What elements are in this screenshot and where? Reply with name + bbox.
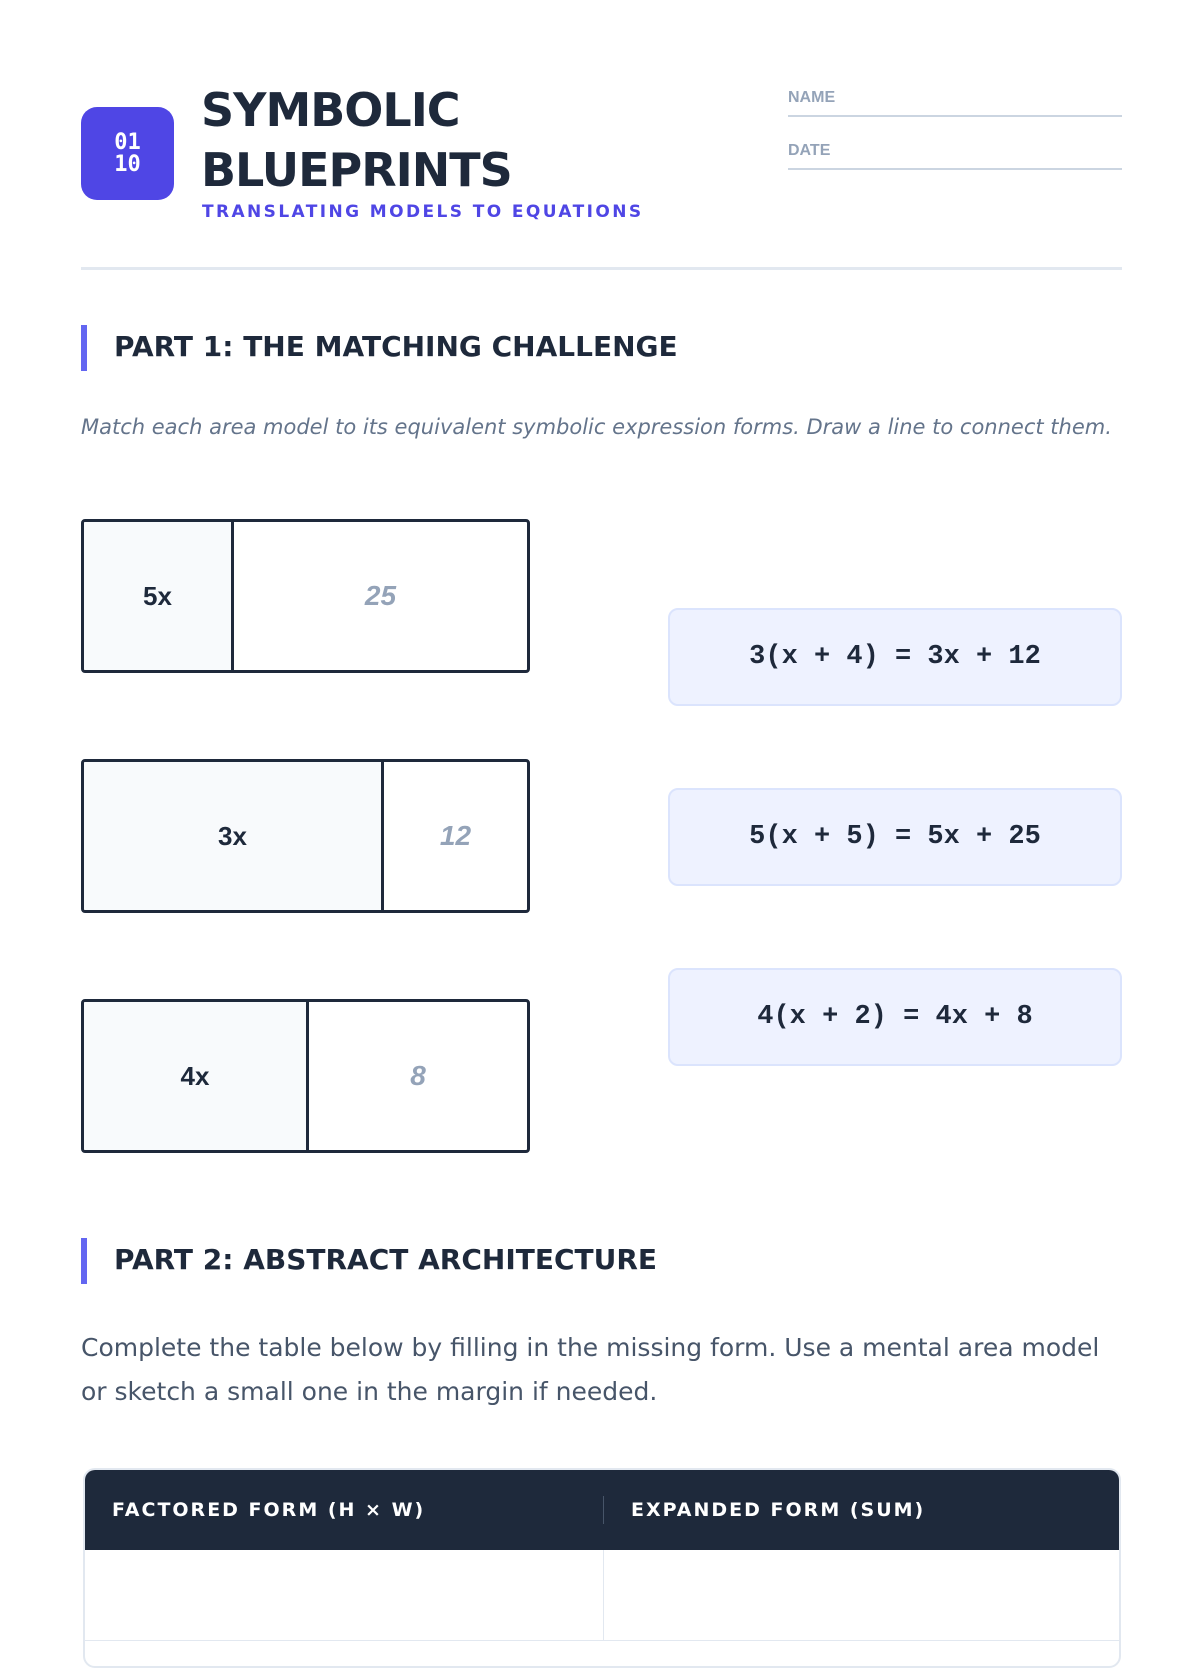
constant-cell: 25 — [364, 580, 397, 611]
area-model — [81, 519, 530, 673]
table-header-factored: FACTORED FORM (H × W) — [112, 1499, 426, 1521]
section-accent-bar — [81, 1238, 87, 1284]
variable-cell: 3x — [84, 762, 384, 910]
table-row — [85, 1550, 1119, 1641]
logo-text-line1: 01 — [114, 129, 141, 155]
logo-badge — [81, 107, 174, 200]
section-accent-bar — [81, 325, 87, 371]
table-header-row — [85, 1470, 1119, 1550]
name-field[interactable] — [788, 89, 1122, 117]
date-label: DATE — [788, 142, 831, 159]
title-line-2: BLUEPRINTS — [201, 143, 512, 197]
equation-card[interactable]: 5(x + 5) = 5x + 25 — [668, 788, 1122, 886]
area-model — [81, 999, 530, 1153]
constant-cell: 12 — [439, 820, 472, 851]
table-cell-factored[interactable] — [85, 1550, 604, 1640]
constant-cell: 8 — [410, 1060, 426, 1091]
equation-card[interactable]: 4(x + 2) = 4x + 8 — [668, 968, 1122, 1066]
name-label: NAME — [788, 89, 836, 106]
variable-cell: 4x — [84, 1002, 309, 1150]
part2-title: PART 2: ABSTRACT ARCHITECTURE — [114, 1243, 658, 1276]
table-cell-expanded[interactable] — [604, 1550, 1119, 1640]
date-field[interactable] — [788, 142, 1122, 170]
area-model — [81, 759, 530, 913]
header-divider — [81, 267, 1122, 270]
logo-text-line2: 10 — [114, 151, 141, 177]
title-line-1: SYMBOLIC — [201, 83, 460, 137]
variable-cell: 5x — [84, 522, 234, 670]
table-header-expanded: EXPANDED FORM (SUM) — [603, 1496, 925, 1524]
part1-instructions: Match each area model to its equivalent symbolic expression forms. Draw a line to connect them. — [81, 415, 1112, 439]
part2-instructions: Complete the table below by filling in the missing form. Use a mental area model or sketch a small one in the margin if needed. — [81, 1333, 1100, 1406]
equation-card[interactable]: 3(x + 4) = 3x + 12 — [668, 608, 1122, 706]
forms-table — [83, 1468, 1121, 1668]
subtitle: TRANSLATING MODELS TO EQUATIONS — [202, 202, 644, 222]
part1-title: PART 1: THE MATCHING CHALLENGE — [114, 330, 678, 363]
